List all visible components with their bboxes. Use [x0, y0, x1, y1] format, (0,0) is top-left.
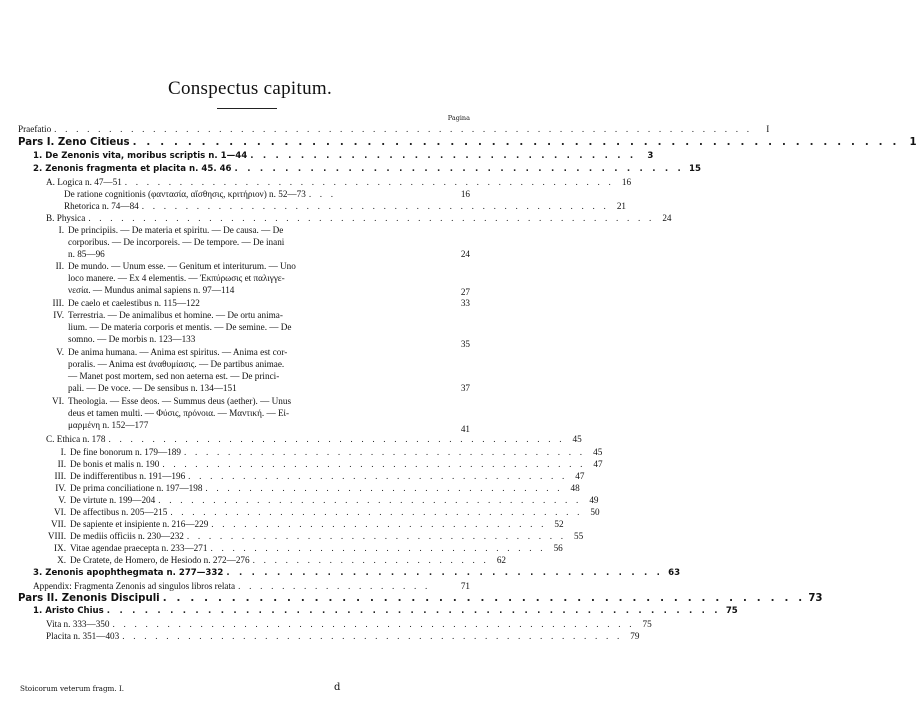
toc-entry-aristo-vita: Vita n. 333—350 . . . . . . . . . . . . . . . . . . . . . . . . . . . . . . . . . . . . . . . . . . . . . . . . 75 — [46, 619, 652, 629]
leader-dots: . . . . . . . . . . . . . . . . . . — [238, 581, 431, 591]
page-number: 15 — [689, 164, 701, 174]
toc-entry-physica: B. Physica . . . . . . . . . . . . . . . . . . . . . . . . . . . . . . . . . . . . . . . . . . . . . . . . . . . . 24 — [46, 213, 672, 223]
page-number: I — [766, 124, 770, 134]
page-number: 45 — [572, 434, 582, 444]
leader-dots: . . . . . . . . . . . . . . . . . . . . . . . . . . . . . . . . . . . . . . . . . . . . . . . . . . . . . . . . — [132, 137, 900, 148]
page-number: 21 — [616, 201, 626, 211]
page-number: 16 — [621, 177, 632, 187]
section-line: De mundo. — Unum esse. — Genitum et interiturum. — Uno — [68, 261, 296, 271]
section-line: n. 85—96 — [68, 249, 105, 259]
toc-entry-rhetorica: Rhetorica n. 74—84 . . . . . . . . . . . . . . . . . . . . . . . . . . . . . . . . . . . . . . . . . . . 21 — [64, 201, 626, 211]
leader-dots: . . . . . . . . . . . . . . . . . . . . . . — [252, 555, 489, 565]
section-numeral: II. — [55, 261, 64, 271]
section-line: νεσία. — Mundus animal sapiens n. 97—114 — [68, 285, 235, 295]
toc-entry-vita: 1. De Zenonis vita, moribus scriptis n. 1—44 . . . . . . . . . . . . . . . . . . . . . . . . . . . . . . . 3 — [33, 151, 654, 161]
page-number: 48 — [570, 483, 580, 493]
leader-dots: . . . . . . . . . . . . . . . . . . . . . . . . . . . . . . . . . . . — [226, 568, 664, 578]
toc-entry-aristo: 1. Aristo Chius . . . . . . . . . . . . . . . . . . . . . . . . . . . . . . . . . . . . . . . . . . . . . . . . . 75 — [33, 606, 738, 616]
ethica-entry: IX. Vitae agendae praecepta n. 233—271 . . . . . . . . . . . . . . . . . . . . . . . . . . . . . . . 56 — [54, 543, 563, 553]
signature-mark: d — [334, 682, 341, 693]
leader-dots: . . . . . . . . . . . . . . . . . . . . . . . . . . . . . . . . . . . . . . . . . . . . . . . . — [112, 619, 635, 629]
leader-dots: . . . . . . . . . . . . . . . . . . . . . . . . . . . . . . . . . . . . . . . . . . . — [141, 201, 609, 211]
ethica-entry: X. De Cratete, de Homero, de Hesiodo n. 272—276 . . . . . . . . . . . . . . . . . . . . . . 62 — [57, 555, 506, 565]
section-line: De caelo et caelestibus n. 115—122 — [68, 298, 200, 308]
leader-dots: . . . . . . . . . . . . . . . . . . . . . . . . . . . . . . . . . . . . . — [184, 447, 586, 457]
page-number: 79 — [630, 631, 640, 641]
page-number: 27 — [460, 287, 470, 297]
page-number: 3 — [647, 151, 654, 161]
leader-dots: . . . . . . . . . . . . . . . . . . . . . . . . . . . . . . . . . . . . . . . . . . . . . — [124, 177, 615, 187]
toc-entry-pars-1: Pars I. Zeno Citieus . . . . . . . . . . . . . . . . . . . . . . . . . . . . . . . . . . . . . . . . . . . . . . . . . . . . . . . . 1 — [18, 137, 917, 148]
leader-dots: . . . . . . . . . . . . . . . . . . . . . . . . . . . . . . . . . . . — [188, 471, 568, 481]
leader-dots: . . . . . . . . . . . . . . . . . . . . . . . . . . . . . . . . . . . . . . . . . . . . . . — [122, 631, 623, 641]
footer-note: Stoicorum veterum fragm. I. — [20, 684, 125, 693]
toc-entry-fragmenta: 2. Zenonis fragmenta et placita n. 45. 46 . . . . . . . . . . . . . . . . . . . . . . . . . . . . . . . . . . . . 15 — [33, 164, 701, 174]
leader-dots: . . . . . . . . . . . . . . . . . . . . . . . . . . . . . . . . . . . . . . . . . . — [108, 434, 565, 444]
leader-dots: . . . . . . . . . . . . . . . . . . . . . . . . . . . . . . . . . — [205, 483, 563, 493]
section-line: Theologia. — Esse deos. — Summus deus (aether). — Unus — [68, 396, 292, 406]
page-number: 62 — [496, 555, 506, 565]
toc-entry-logica: A. Logica n. 47—51 . . . . . . . . . . . . . . . . . . . . . . . . . . . . . . . . . . . . . . . . . . . . . 16 — [46, 177, 632, 187]
page-number: 75 — [725, 606, 738, 616]
section-numeral: VI. — [52, 396, 64, 406]
leader-dots: . . . . . . . . . . . . . . . . . . . . . . . . . . . . . . . . . . . . . . . — [158, 495, 582, 505]
section-numeral: III. — [52, 298, 64, 308]
page-number: 71 — [460, 581, 470, 591]
ethica-entry: II. De bonis et malis n. 190 . . . . . . . . . . . . . . . . . . . . . . . . . . . . . . . . . . . . . . . 47 — [57, 459, 603, 469]
section-numeral: V. — [56, 347, 64, 357]
ethica-entry: VI. De affectibus n. 205—215 . . . . . . . . . . . . . . . . . . . . . . . . . . . . . . . . . . . . . . 50 — [54, 507, 600, 517]
leader-dots: . . . . . . . . . . . . . . . . . . . . . . . . . . . . . . . . . . . . . . . — [162, 459, 586, 469]
section-numeral: IV. — [53, 310, 64, 320]
section-numeral: I. — [58, 225, 64, 235]
page-number: 24 — [662, 213, 672, 223]
section-line: De principiis. — De materia et spiritu. — De causa. — De — [68, 225, 284, 235]
page-number: 49 — [589, 495, 599, 505]
section-line: deus et tamen multi. — Φύσις, πρόνοια. — Μαντική. — Εἱ- — [68, 408, 290, 418]
section-line: μαρμένη n. 152—177 — [68, 420, 149, 430]
toc-entry-cognitio: De ratione cognitionis (φαντασία, αἴσθησις, κριτήριον) n. 52—73 . . . 16 — [64, 189, 470, 199]
page-number: 33 — [460, 298, 470, 308]
leader-dots: . . . . . . . . . . . . . . . . . . . . . . . . . . . . . . . . . . . . . . . . . . . . . . . . . . . . — [88, 213, 655, 223]
ethica-entry: V. De virtute n. 199—204 . . . . . . . . . . . . . . . . . . . . . . . . . . . . . . . . . . . . . . . 49 — [58, 495, 599, 505]
leader-dots: . . . . . . . . . . . . . . . . . . . . . . . . . . . . . . . — [210, 543, 546, 553]
page-number: 47 — [575, 471, 585, 481]
section-line: poralis. — Anima est ἀναθυμίασις. — De partibus animae. — [68, 359, 285, 369]
leader-dots: . . . . . . . . . . . . . . . . . . . . . . . . . . . . . . . . . . . . . . . . . . . . . . . . . . . . . . . . . . . . . . . . — [54, 124, 753, 134]
section-line: lium. — De materia corporis et mentis. — De semine. — De — [68, 322, 292, 332]
page-number: 47 — [593, 459, 603, 469]
leader-dots: . . . . . . . . . . . . . . . . . . . . . . . . . . . . . . . . . . . . . . . . . . . . . . . . . — [106, 606, 721, 616]
leader-dots: . . . . . . . . . . . . . . . . . . . . . . . . . . . . . . . — [211, 519, 547, 529]
page-number: 75 — [642, 619, 652, 629]
page-number: 63 — [668, 568, 681, 578]
page-title: Conspectus capitum. — [167, 78, 332, 99]
section-line: — Manet post mortem, sed non aeterna est. — De princi- — [68, 371, 280, 381]
leader-dots: . . . — [308, 189, 337, 199]
page-number: 41 — [460, 424, 470, 434]
ethica-entry: VII. De sapiente et insipiente n. 216—229 . . . . . . . . . . . . . . . . . . . . . . . . . . . . . . . 52 — [50, 519, 564, 529]
page-number: 35 — [460, 339, 470, 349]
toc-entry-pars-2: Pars II. Zenonis Discipuli . . . . . . . . . . . . . . . . . . . . . . . . . . . . . . . . . . . . . . . . . . . . . . . 73 — [18, 593, 823, 604]
section-line: De anima humana. — Anima est spiritus. — Anima est cor- — [68, 347, 288, 357]
page-number: 56 — [553, 543, 563, 553]
section-line: Terrestria. — De animalibus et homine. — De ortu anima- — [68, 310, 283, 320]
toc-entry-praefatio: Praefatio . . . . . . . . . . . . . . . . . . . . . . . . . . . . . . . . . . . . . . . . . . . . . . . . . . . . . . . . . . . . . . . . I — [18, 124, 770, 134]
leader-dots: . . . . . . . . . . . . . . . . . . . . . . . . . . . . . . . — [250, 151, 637, 161]
page-number: 16 — [460, 189, 470, 199]
ethica-entry: III. De indifferentibus n. 191—196 . . . . . . . . . . . . . . . . . . . . . . . . . . . . . . . . . . . 47 — [54, 471, 585, 481]
section-line: somno. — De morbis n. 123—133 — [68, 334, 196, 344]
page-number: 73 — [808, 593, 823, 604]
section-line: loco manere. — Ex 4 elementis. — Ἐκπύρωσις et παλιγγε- — [68, 273, 285, 283]
title-rule — [217, 108, 277, 109]
page-number: 45 — [593, 447, 603, 457]
page-number: 52 — [554, 519, 564, 529]
page-number: 55 — [574, 531, 584, 541]
ethica-entry: VIII. De mediis officiis n. 230—232 . . . . . . . . . . . . . . . . . . . . . . . . . . . . . . . . . . . 55 — [47, 531, 584, 541]
page-number: 50 — [590, 507, 600, 517]
toc-entry-apophthegmata: 3. Zenonis apophthegmata n. 277—332 . . . . . . . . . . . . . . . . . . . . . . . . . . . . . . . . . . . 63 — [33, 568, 681, 578]
ethica-entry: IV. De prima conciliatione n. 197—198 . . . . . . . . . . . . . . . . . . . . . . . . . . . . . . . . . 48 — [55, 483, 580, 493]
pagina-label: Pagina — [447, 114, 470, 122]
leader-dots: . . . . . . . . . . . . . . . . . . . . . . . . . . . . . . . . . . . . . . . . . . . . . . . — [162, 593, 806, 604]
toc-entry-aristo-placita: Placita n. 351—403 . . . . . . . . . . . . . . . . . . . . . . . . . . . . . . . . . . . . . . . . . . . . . . 79 — [46, 631, 640, 641]
section-line: pali. — De voce. — De sensibus n. 134—151 — [68, 383, 237, 393]
toc-entry-appendix: Appendix: Fragmenta Zenonis ad singulos libros relata . . . . . . . . . . . . . . . . . . 71 — [33, 581, 470, 591]
ethica-entry: I. De fine bonorum n. 179—189 . . . . . . . . . . . . . . . . . . . . . . . . . . . . . . . . . . . . . 45 — [60, 447, 603, 457]
toc-entry-ethica: C. Ethica n. 178 . . . . . . . . . . . . . . . . . . . . . . . . . . . . . . . . . . . . . . . . . . 45 — [46, 434, 582, 444]
page-number: 1 — [909, 137, 917, 148]
page-number: 37 — [460, 383, 470, 393]
section-line: corporibus. — De incorporeis. — De tempore. — De inani — [68, 237, 285, 247]
leader-dots: . . . . . . . . . . . . . . . . . . . . . . . . . . . . . . . . . . . . — [234, 164, 684, 174]
page-number: 24 — [460, 249, 470, 259]
leader-dots: . . . . . . . . . . . . . . . . . . . . . . . . . . . . . . . . . . . . . . — [170, 507, 583, 517]
leader-dots: . . . . . . . . . . . . . . . . . . . . . . . . . . . . . . . . . . . — [186, 531, 567, 541]
